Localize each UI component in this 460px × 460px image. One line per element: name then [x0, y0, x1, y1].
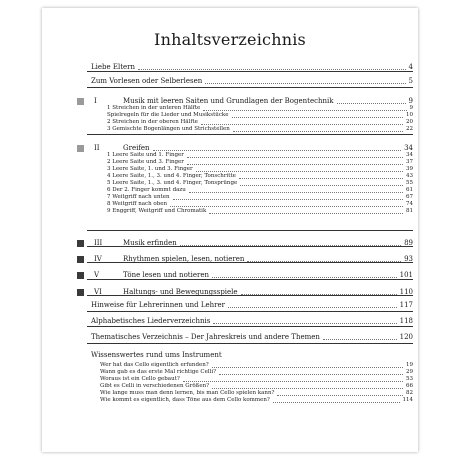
toc-label: Spielregeln für die Lieder und Musikstücke [107, 112, 229, 118]
page-number: 117 [399, 301, 413, 309]
toc-label: 4 Leere Saite, 1., 3. und 4. Finger, Tonschritte [107, 173, 236, 179]
page-number: 66 [406, 383, 413, 389]
section-numeral: V [94, 271, 100, 279]
page-number: 89 [404, 239, 413, 247]
toc-label: 3 Leere Saite, 1. und 3. Finger [107, 166, 193, 172]
toc-label: 3 Gemischte Bogenlängen und Strichstellen [107, 126, 230, 132]
toc-label: Liebe Eltern [91, 63, 136, 71]
toc-entry [0, 316, 460, 328]
toc-entry [0, 62, 460, 74]
toc-label: Wann gab es das erste Mal richtige Celli? [100, 369, 217, 375]
toc-label: 7 Weitgriff nach unten [107, 194, 170, 200]
toc-entry [0, 76, 460, 88]
page-number: 39 [406, 166, 413, 172]
section-numeral: II [94, 144, 100, 152]
page-number: 114 [402, 397, 413, 403]
section-marker [77, 256, 84, 263]
toc-label: Greifen [123, 144, 150, 152]
page-number: 34 [406, 152, 413, 158]
toc-entry [0, 332, 460, 344]
toc-entry [0, 300, 460, 312]
page-number: 29 [406, 369, 413, 375]
toc-label: Wissenswertes rund ums Instrument [91, 351, 222, 359]
toc-subentry [0, 125, 460, 137]
page-number: 67 [406, 194, 413, 200]
dot-leader [138, 69, 405, 70]
toc-label: 5 Leere Saite, 1., 3. und 4. Finger, Tonsprünge [107, 180, 238, 186]
toc-entry [0, 254, 460, 266]
dot-leader [212, 277, 397, 278]
page-number: 82 [406, 390, 413, 396]
divider [87, 230, 413, 231]
toc-label: Alphabetisches Liederverzeichnis [91, 317, 211, 325]
toc-label: 6 Der 2. Finger kommt dazu [107, 187, 186, 193]
toc-label: Wer hat das Cello eigentlich erfunden? [100, 362, 209, 368]
toc-label: Gibt es Celli in verschiedenen Größen? [100, 383, 210, 389]
dot-leader [273, 402, 400, 403]
page-number: 37 [406, 159, 413, 165]
page-number: 20 [406, 119, 413, 125]
page-number: 9 [409, 105, 413, 111]
toc-label: Hinweise für Lehrerinnen und Lehrer [91, 301, 225, 309]
dot-leader [241, 294, 397, 295]
toc-label: Rhythmen spielen, lesen, notieren [123, 255, 245, 263]
toc-label: Woraus ist ein Cello gebaut? [100, 376, 180, 382]
page-number: 55 [406, 180, 413, 186]
toc-label: Haltungs- und Bewegungsspiele [123, 288, 238, 296]
toc-label: Musik erfinden [123, 239, 177, 247]
toc-label: Töne lesen und notieren [123, 271, 209, 279]
section-numeral: VI [94, 288, 102, 296]
page-number: 101 [399, 271, 413, 279]
page-number: 110 [399, 288, 413, 296]
page-number: 81 [406, 208, 413, 214]
section-numeral: III [94, 239, 103, 247]
dot-leader [233, 131, 403, 132]
dot-leader [205, 83, 405, 84]
toc-label: Wie lange muss man denn lernen, bis man Cello spielen kann? [100, 390, 275, 396]
page-number: 53 [406, 376, 413, 382]
dot-leader [180, 245, 401, 246]
toc-label: 2 Streichen in der oberen Hälfte [107, 119, 198, 125]
toc-subentry [0, 207, 460, 219]
page-number: 9 [408, 97, 413, 105]
toc-label: 2 Leere Saite und 3. Finger [107, 159, 184, 165]
page-number: 120 [399, 333, 413, 341]
toc-entry [0, 238, 460, 250]
page-number: 61 [406, 187, 413, 193]
dot-leader [209, 213, 403, 214]
dot-leader [323, 339, 397, 340]
section-marker [77, 272, 84, 279]
page-number: 10 [406, 112, 413, 118]
page-title: Inhaltsverzeichnis [154, 30, 306, 49]
page-number: 22 [406, 126, 413, 132]
page-number: 74 [406, 201, 413, 207]
page-number: 19 [406, 362, 413, 368]
toc-entry [0, 270, 460, 282]
section-numeral: IV [94, 255, 102, 263]
toc-label: 9 Enggriff, Weitgriff und Chromatik [107, 208, 207, 214]
page-number: 34 [404, 144, 413, 152]
dot-leader [213, 323, 396, 324]
toc-label: Wie kommt es eigentlich, dass Töne aus dem Cello kommen? [100, 397, 270, 403]
page-number: 118 [399, 317, 413, 325]
toc-label: Zum Vorlesen oder Selberlesen [91, 77, 203, 85]
dot-leader [247, 261, 401, 262]
toc-label: Thematisches Verzeichnis – Der Jahreskreis und andere Themen [91, 333, 320, 341]
toc-label: Musik mit leeren Saiten und Grundlagen der Bogentechnik [123, 97, 334, 105]
toc-subentry [0, 396, 460, 408]
section-marker [77, 289, 84, 296]
section-numeral: I [94, 97, 97, 105]
toc-entry [0, 287, 460, 299]
section-marker [77, 240, 84, 247]
page-number: 43 [406, 173, 413, 179]
toc-label: 1 Leere Saite und 1. Finger [107, 152, 184, 158]
page-number: 5 [408, 77, 413, 85]
toc-label: 1 Streichen in der unteren Hälfte [107, 105, 201, 111]
toc-label: 8 Weitgriff nach oben [107, 201, 168, 207]
page-number: 4 [408, 63, 413, 71]
page-number: 93 [404, 255, 413, 263]
dot-leader [228, 307, 397, 308]
